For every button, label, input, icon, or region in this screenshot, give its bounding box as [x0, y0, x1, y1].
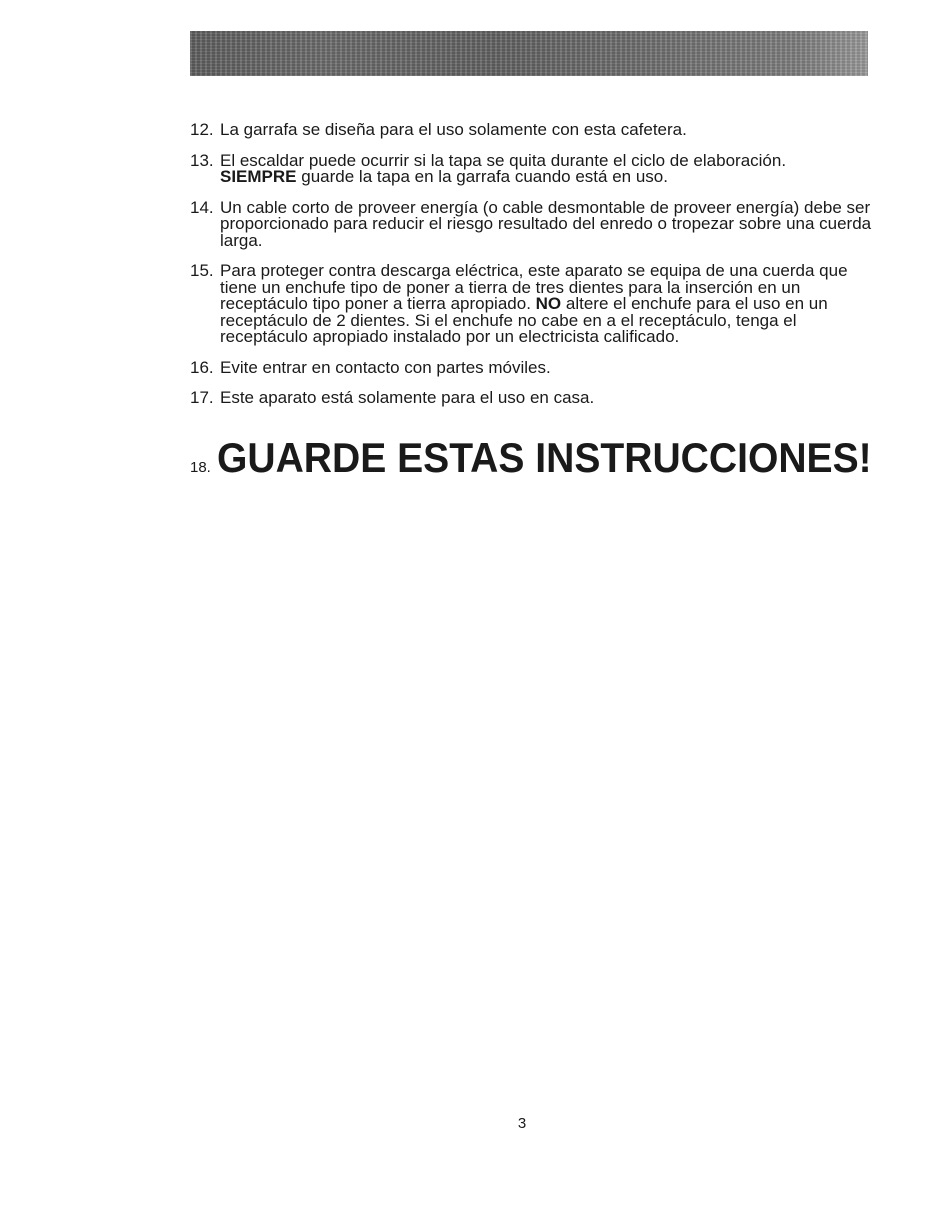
item-text: Evite entrar en contacto con partes móviles.: [220, 357, 551, 377]
page-number: 3: [517, 1115, 527, 1132]
list-item: [190, 150, 880, 186]
final-instruction: [190, 434, 921, 482]
item-number: 14.: [190, 197, 214, 217]
item-text: Un cable corto de proveer energía (o cable desmontable de proveer energía) debe ser proporcionado para reducir el riesgo resultado del enredo o tropezar sobre una cuerda larga.: [220, 197, 872, 250]
item-number: 13.: [190, 150, 214, 170]
item-number: 17.: [190, 388, 214, 407]
item-text-after: altere el enchufe para el uso en un receptáculo de 2 dientes. Si el enchufe no cabe en a el receptáculo, tenga el receptáculo apropiado instalado por un electricista calificado.: [220, 294, 828, 346]
item-emphasis: NO: [535, 294, 562, 313]
item-text: Para proteger contra descarga eléctrica, este aparato se equipa de una cuerda que tiene un enchufe tipo de poner a tierra de tres dientes para la inserción en un receptáculo tipo poner a tierra apropiado.: [220, 261, 848, 313]
item-number: 15.: [190, 261, 214, 280]
item-text: El escaldar puede ocurrir si la tapa se quita durante el ciclo de elaboración.: [220, 150, 787, 170]
list-item: [190, 357, 880, 377]
list-item: [190, 197, 880, 250]
section-header-bar: [190, 31, 868, 76]
list-item: [190, 390, 880, 407]
item-text: La garrafa se diseña para el uso solamente con esta cafetera.: [220, 120, 687, 139]
final-title: GUARDE ESTAS INSTRUCCIONES!: [217, 434, 872, 481]
list-item: [190, 122, 880, 139]
safety-instructions-list: [190, 122, 880, 421]
item-text: Este aparato está solamente para el uso en casa.: [220, 388, 595, 407]
item-text-after: guarde la tapa en la garrafa cuando está en uso.: [296, 167, 668, 186]
item-emphasis: SIEMPRE: [220, 167, 297, 186]
list-item: [190, 263, 880, 346]
final-item-number: 18.: [190, 459, 211, 476]
item-number: 16.: [190, 357, 214, 377]
item-number: 12.: [190, 120, 214, 139]
